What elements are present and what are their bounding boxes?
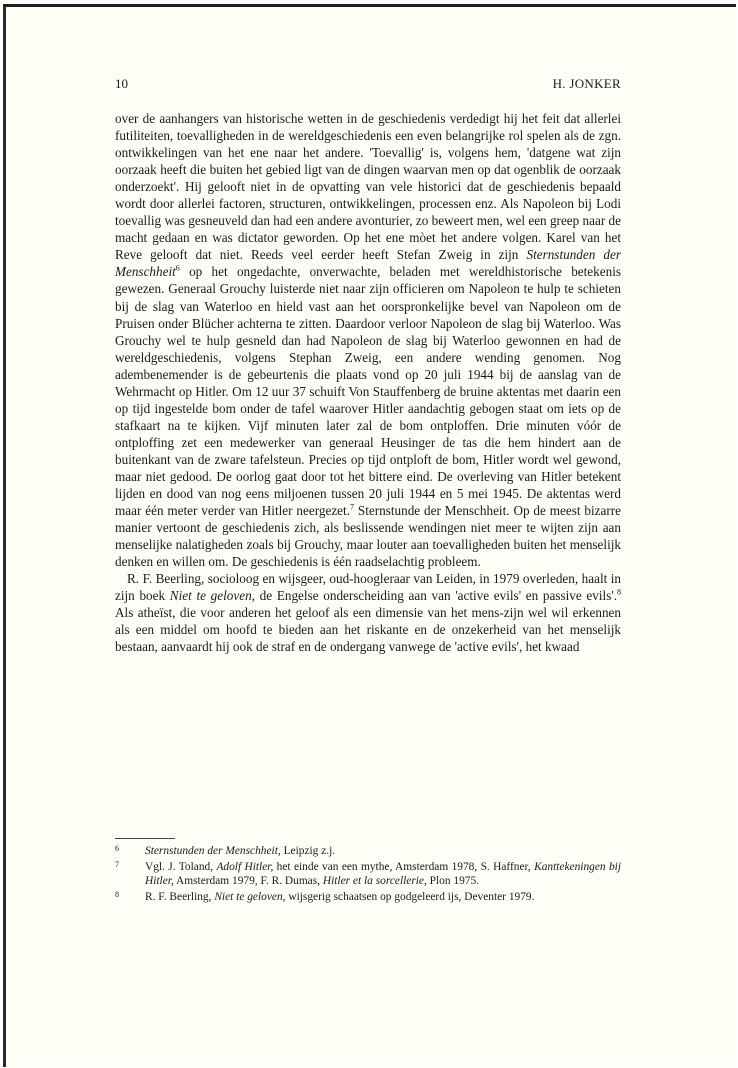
- footnote-6: [115, 844, 621, 858]
- footnote-8-text-a: R. F. Beerling,: [145, 891, 215, 903]
- paragraph-1-text-a: over de aanhangers van historische wetten in de geschiedenis verdedigt hij het feit dat allerlei futiliteiten, toevalligheden in de wereldgeschiedenis een even belangrijke rol spelen als de zgn. ontwikkelingen van het ene naar het andere. 'Toevallig' is, volgens hem, 'datgene wat zijn oorzaak heeft die buiten het gebied ligt van de dingen waarvan men op dat ogenblik de oorzaak onderzoekt'. Hij gelooft niet in de opvatting van vele historici dat de geschiedenis bepaald wordt door allerlei factoren, structuren, ontwikkelingen, processen enz. Als Napoleon bij Lodi toevallig was gesneuveld dan had een andere avonturier, zo beweert men, wel een greep naar de macht gedaan en was dictator geworden. Op het ene mòet het andere volgen. Karel van het Reve gelooft dat niet. Reeds veel eerder heeft Stefan Zweig in zijn: [115, 111, 621, 263]
- body-text: [115, 110, 621, 656]
- paragraph-1-text-b: op het ongedachte, onverwachte, beladen met wereldhistorische betekenis gewezen. Generaal Grouchy luisterde niet naar zijn officieren om Napoleon te hulp te schieten bij de slag van Waterloo en hield vast aan het oorspronkelijke bevel van Napoleon om de Pruisen onder Blücher achterna te zitten. Daardoor verloor Napoleon de slag bij Waterloo. Was Grouchy wel te hulp gesneld dan had Napoleon de slag bij Waterloo gewonnen en had de wereldgeschiedenis, volgens Stephan Zweig, een andere wending genomen. Nog adembenemender is de gebeurtenis die plaats vond op 20 juli 1944 bij de aanslag van de Wehrmacht op Hitler. Om 12 uur 37 schuift Von Stauffenberg de bruine aktentas met daarin een op tijd ingestelde bom onder de tafel waarover Hitler aandachtig gebogen staat om iets op de stafkaart na te kijken. Vijf minuten later zal de bom ontploffen. Drie minuten vóór de ontploffing zet een medewerker van generaal Heusinger de tas die hem hindert aan de buitenkant van de zware tafelsteun. Precies op tijd ontploft de bom, Hitler wordt wel gewond, maar niet gedood. De oorlog gaat door tot het bittere eind. De overleving van Hitler betekent lijden en dood van nog eens miljoenen tussen 20 juli 1944 en 5 mei 1945. De aktentas werd maar één meter verder van Hitler neergezet.: [115, 264, 621, 519]
- footnote-7: [115, 860, 621, 888]
- page-header: [115, 76, 621, 94]
- paragraph-2-text-c: Als atheïst, die voor anderen het geloof als een dimensie van het mens-zijn wel wil erkennen als een middel om hoofd te bieden aan het riskante en de onzekerheid van het menselijk bestaan, aanvaardt hij ook de straf en de ondergang vanwege de 'active evils', het kwaad: [115, 605, 621, 655]
- footnote-8-text-b: wijsgerig schaatsen op godgeleerd ijs, Deventer 1979.: [285, 891, 535, 903]
- footnote-6-text: Leipzig z.j.: [280, 845, 336, 857]
- footnote-7-text-b: het einde van een mythe, Amsterdam 1978, S. Haffner,: [273, 861, 535, 873]
- footnote-7-title-3: Hitler et la sorcellerie,: [322, 875, 427, 887]
- footnote-ref-8: 8: [617, 587, 621, 597]
- book-title-niet-te-geloven: Niet te geloven,: [169, 588, 255, 604]
- paragraph-1-text-c: Sternstunde der Menschheit. Op de meest bizarre manier vertoont de geschiedenis zich, als beslissende wendingen niet meer te wijten zijn aan menselijke nalatigheden zoals bij Grouchy, maar louter aan toevalligheden buiten het menselijk denken en willen om. De geschiedenis is één raadselachtig probleem.: [115, 503, 621, 570]
- book-title-sternstunden: Sternstunden der Menschheit: [115, 247, 621, 280]
- footnote-ref-7: 7: [350, 502, 354, 512]
- footnote-7-mark: 7: [115, 860, 119, 869]
- footnote-7-text-d: Plon 1975.: [426, 875, 480, 887]
- paragraph-2: [115, 570, 621, 655]
- page-number: 10: [115, 76, 128, 91]
- paragraph-2-text-b: de Engelse onderscheiding aan van 'active evils' en passive evils'.: [254, 588, 617, 604]
- footnote-7-title-1: Adolf Hitler,: [216, 861, 274, 873]
- footnote-8: [115, 890, 621, 904]
- footnotes: [115, 844, 621, 906]
- paragraph-2-text-a: R. F. Beerling, socioloog en wijsgeer, oud-hoogleraar van Leiden, in 1979 overleden, haalt in zijn boek: [115, 571, 621, 604]
- footnote-8-mark: 8: [115, 890, 119, 899]
- footnote-6-title: Sternstunden der Menschheit,: [145, 845, 281, 857]
- footnote-7-text-a: Vgl. J. Toland,: [145, 861, 217, 873]
- footnote-8-title: Niet te geloven,: [214, 891, 286, 903]
- footnote-ref-6: 6: [175, 264, 180, 274]
- paragraph-1: [115, 110, 621, 570]
- footnote-7-text-c: Amsterdam 1979, F. R. Dumas,: [173, 875, 323, 887]
- footnote-7-title-2: Kanttekeningen bij Hitler,: [145, 861, 621, 887]
- footnote-divider: [115, 838, 175, 839]
- footnote-6-mark: 6: [115, 844, 119, 853]
- running-head: H. JONKER: [552, 76, 621, 91]
